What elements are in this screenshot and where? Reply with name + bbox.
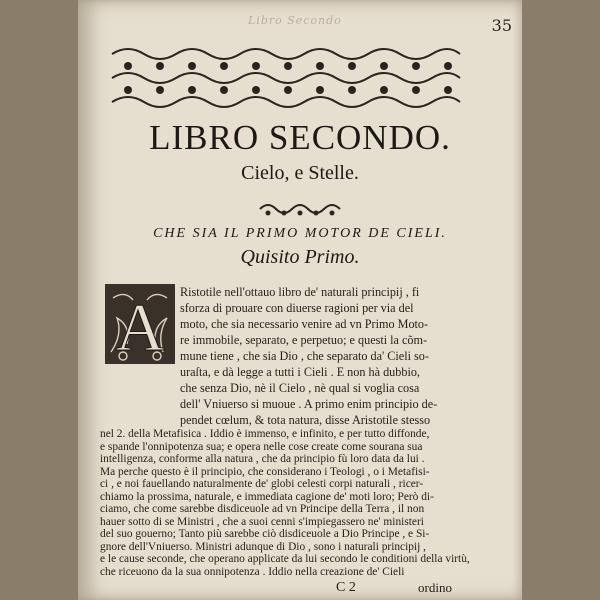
body-line: Ma perche questo è il principio, che considerano i Teologi , o i Metafisi- [100,465,430,478]
question-title: Quisito Primo. [240,246,360,268]
body-line: hauer sotto di se Ministri , che a suoi cenni s'impiegassero ne' ministeri [100,515,424,528]
body-line: dell' Vniuerso si muoue . A primo enim principio de- [180,397,438,411]
body-line: gnore dell'Vniuerso. Ministri adunque di Dio , sono i naturali principij , [100,540,427,553]
body-line: pendet cœlum, & tota natura, disse Aristotile stesso [180,413,431,427]
body-line: sforza di prouare con diuerse ragioni per via del [180,301,414,315]
running-head-bleed: Libro Secondo [248,14,342,27]
page-number: 35 [491,16,512,35]
ornamental-divider [256,200,344,218]
signature-mark: C 2 [336,580,356,595]
body-line: chiamo la prossima, naturale, e immediata cagione de' moti loro; Però di- [100,490,434,503]
ornamental-headpiece [108,42,464,114]
body-line: re immobile, separato, e perpetuo; e questi la cõm- [180,333,428,347]
body-line: ciamo, che come sarebbe disdiceuole ad vn Principe della Terra , il non [100,503,425,516]
book-subtitle: Cielo, e Stelle. [241,162,359,184]
body-line: e le cause seconde, che operano applicate da lui secondo le conditioni della virtù, [100,553,470,566]
body-line: che riceuono da la sua onnipotenza . Iddio nella creazione de' Cieli [100,566,405,578]
book-page [78,0,522,600]
body-line: Ristotile nell'ottauo libro de' naturali principij , fi [180,285,420,299]
decorated-initial [103,282,177,366]
book-title: LIBRO SECONDO. [149,118,451,157]
body-line: del suo gouerno; Tanto più sarebbe ciò disdiceuole a Dio Principe , e Si- [100,528,430,541]
body-line: moto, che sia necessario venire ad vn Primo Moto- [180,317,429,331]
body-line: e spande l'onnipotenza sua; e opera nelle cose create come sourana sua [100,440,423,453]
body-line: mune tiene , che sia Dio , che separato da' Cieli so- [180,349,429,363]
body-line: intelligenza, conforme alla natura , che da principio fù loro data da lui . [100,453,425,466]
catchword: ordino [418,580,452,595]
body-line: nel 2. della Metafisica . Iddio è immenso, e infinito, e per tutto diffonde, [100,428,430,440]
body-line: che senza Dio, nè il Cielo , nè qual si voglia cosa [180,381,420,395]
body-line: ci , e noi fauellando naturalmente de' globi celesti corpi naturali , ricer- [100,478,424,491]
drop-cap-letter: A [115,289,165,365]
chapter-heading: CHE SIA IL PRIMO MOTOR DE CIELI. [153,226,447,241]
body-line: uraſta, e dà legge a tutti i Cieli . E non hà dubbio, [180,365,420,379]
